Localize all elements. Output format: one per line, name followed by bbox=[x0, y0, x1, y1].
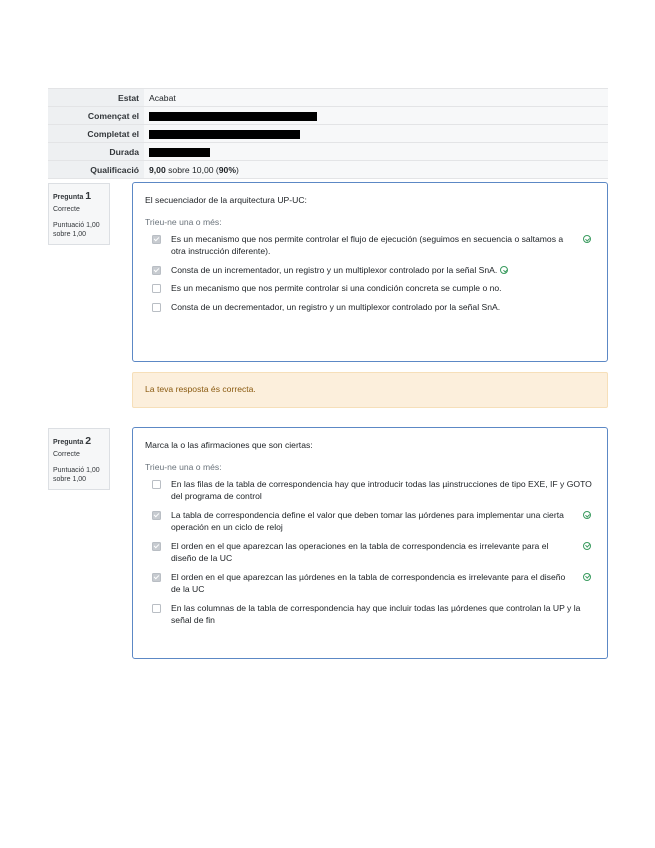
summary-grade-value bbox=[144, 161, 608, 179]
question-mark: Puntuació 1,00 sobre 1,00 bbox=[53, 221, 100, 239]
summary-value bbox=[144, 107, 608, 125]
summary-value bbox=[144, 143, 608, 161]
grade-score: 9,00 bbox=[149, 164, 166, 175]
question-number: Pregunta 1 bbox=[53, 190, 92, 202]
check-circle-icon bbox=[583, 573, 591, 581]
attempt-summary-table bbox=[48, 88, 608, 179]
answer-option bbox=[145, 233, 595, 258]
grade-end: ) bbox=[235, 164, 239, 175]
summary-label: Completat el bbox=[48, 125, 144, 143]
summary-row-duration bbox=[48, 143, 608, 161]
answer-text: La tabla de correspondencia define el valor que deben tomar las µórdenes para implementar una cierta operación en un ciclo de reloj bbox=[171, 509, 564, 533]
question-text: El secuenciador de la arquitectura UP-UC: bbox=[145, 195, 307, 205]
redacted-block bbox=[149, 148, 210, 157]
grade-middle: sobre 10,00 ( bbox=[165, 164, 219, 175]
grade-percent: 90% bbox=[218, 164, 236, 175]
question-state: Correcte bbox=[53, 206, 80, 214]
answer-text: Consta de un incrementador, un registro y un multiplexor controlado por la señal SnA. bbox=[171, 264, 498, 275]
summary-row-completed bbox=[48, 125, 608, 143]
answer-checkbox[interactable] bbox=[152, 573, 161, 582]
answer-prompt: Trieu-ne una o més: bbox=[145, 462, 222, 472]
answer-option bbox=[145, 571, 595, 596]
answer-text: Consta de un decrementador, un registro y un multiplexor controlado por la señal SnA. bbox=[171, 301, 501, 312]
answer-option bbox=[145, 509, 595, 534]
question-number: Pregunta 2 bbox=[53, 435, 92, 447]
answer-option bbox=[145, 301, 595, 313]
summary-value bbox=[144, 125, 608, 143]
answer-checkbox[interactable] bbox=[152, 604, 161, 613]
answer-option bbox=[145, 264, 595, 276]
answer-checkbox[interactable] bbox=[152, 542, 161, 551]
answer-checkbox[interactable] bbox=[152, 303, 161, 312]
answer-option bbox=[145, 282, 595, 294]
check-circle-icon bbox=[500, 266, 508, 274]
answer-text: El orden en el que aparezcan las µórdenes en la tabla de correspondencia es irrelevante para el diseño de la UC bbox=[171, 571, 566, 595]
answer-checkbox[interactable] bbox=[152, 284, 161, 293]
redacted-block bbox=[149, 112, 317, 121]
summary-label: Durada bbox=[48, 143, 144, 161]
question-info-2 bbox=[48, 428, 110, 490]
answer-text: En las filas de la tabla de correspondencia hay que introducir todas las µinstrucciones de tipo EXE, IF y GOTO del programa de control bbox=[171, 479, 592, 502]
answer-checkbox[interactable] bbox=[152, 235, 161, 244]
summary-label: Començat el bbox=[48, 107, 144, 125]
redacted-block bbox=[149, 130, 300, 139]
summary-row-started bbox=[48, 107, 608, 125]
question-content-1 bbox=[132, 182, 608, 362]
summary-value: Acabat bbox=[144, 89, 608, 107]
answer-text: En las columnas de la tabla de correspondencia hay que incluir todas las µórdenes que controlan la UP y la señal de fin bbox=[171, 602, 581, 626]
check-circle-icon bbox=[583, 542, 591, 550]
summary-row-state bbox=[48, 89, 608, 107]
check-circle-icon bbox=[583, 235, 591, 243]
answer-checkbox[interactable] bbox=[152, 266, 161, 275]
summary-label: Qualificació bbox=[48, 161, 144, 179]
question-text: Marca la o las afirmaciones que son ciertas: bbox=[145, 440, 313, 450]
question-state: Correcte bbox=[53, 451, 80, 459]
answer-option bbox=[145, 540, 595, 565]
answer-option bbox=[145, 478, 595, 503]
answer-text: Es un mecanismo que nos permite controlar si una condición concreta se cumple o no. bbox=[171, 283, 502, 294]
answer-prompt: Trieu-ne una o més: bbox=[145, 217, 222, 227]
check-circle-icon bbox=[583, 511, 591, 519]
question-mark: Puntuació 1,00 sobre 1,00 bbox=[53, 466, 100, 484]
answer-checkbox[interactable] bbox=[152, 511, 161, 520]
summary-row-grade bbox=[48, 161, 608, 179]
answer-option bbox=[145, 602, 595, 627]
answer-text: El orden en el que aparezcan las operaciones en la tabla de correspondencia es irrelevante para el diseño de la UC bbox=[171, 540, 549, 564]
question-content-2 bbox=[132, 427, 608, 659]
summary-label: Estat bbox=[48, 89, 144, 107]
answer-text: Es un mecanismo que nos permite controlar el flujo de ejecución (seguimos en secuencia o saltamos a otra instrucción diferente). bbox=[171, 234, 564, 257]
question-info-1 bbox=[48, 183, 110, 245]
answer-checkbox[interactable] bbox=[152, 480, 161, 489]
feedback-message: La teva resposta és correcta. bbox=[132, 372, 608, 408]
